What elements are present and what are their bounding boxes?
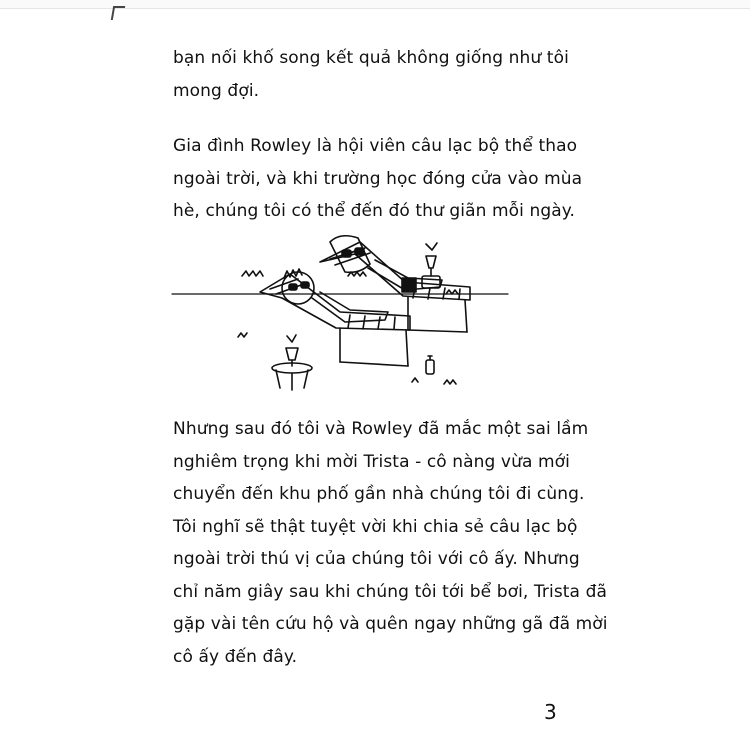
corner-mark [111, 6, 125, 20]
grass-tuft-icon [446, 290, 458, 294]
drink-on-table-icon [422, 243, 440, 288]
paragraph-line: gặp vài tên cứu hộ và quên ngay những gã đã mời [173, 614, 608, 634]
page-number: 3 [544, 700, 557, 724]
grass-tuft-icon [444, 380, 456, 384]
grass-tuft-icon [412, 378, 418, 382]
paragraph-line: ngoài trời thú vị của chúng tôi với cô ấy. Nhưng [173, 549, 580, 569]
grass-tuft-icon [238, 333, 247, 337]
paragraph-line: cô ấy đến đây. [173, 646, 298, 667]
side-table-with-drink-icon [272, 335, 312, 390]
paragraph-line: chuyển đến khu phố gần nhà chúng tôi đi cùng. [173, 484, 585, 504]
paragraph-line: Tôi nghĩ sẽ thật tuyệt vời khi chia sẻ câu lạc bộ [173, 516, 578, 537]
paragraph-1 [173, 42, 593, 107]
paragraph-line: ngoài trời, và khi trường học đóng cửa vào mùa [173, 168, 583, 189]
sunscreen-bottle-icon [426, 356, 434, 374]
paragraph-line: mong đợi. [173, 80, 260, 101]
paragraph-line: Nhưng sau đó tôi và Rowley đã mắc một sai lầm [173, 419, 589, 439]
paragraph-3 [173, 413, 608, 673]
paragraph-line: bạn nối khố song kết quả không giống như tôi [173, 48, 569, 68]
paragraph-line: hè, chúng tôi có thể đến đó thư giãn mỗi ngày. [173, 201, 576, 221]
lounge-chairs-illustration [170, 232, 510, 392]
grass-tuft-icon [242, 271, 263, 276]
paragraph-line: Gia đình Rowley là hội viên câu lạc bộ thể thao [173, 136, 578, 156]
paragraph-line: chỉ năm giây sau khi chúng tôi tới bể bơi, Trista đã [173, 581, 607, 602]
paragraph-line: nghiêm trọng khi mời Trista - cô nàng vừa mới [173, 451, 570, 472]
paragraph-2 [173, 130, 593, 228]
